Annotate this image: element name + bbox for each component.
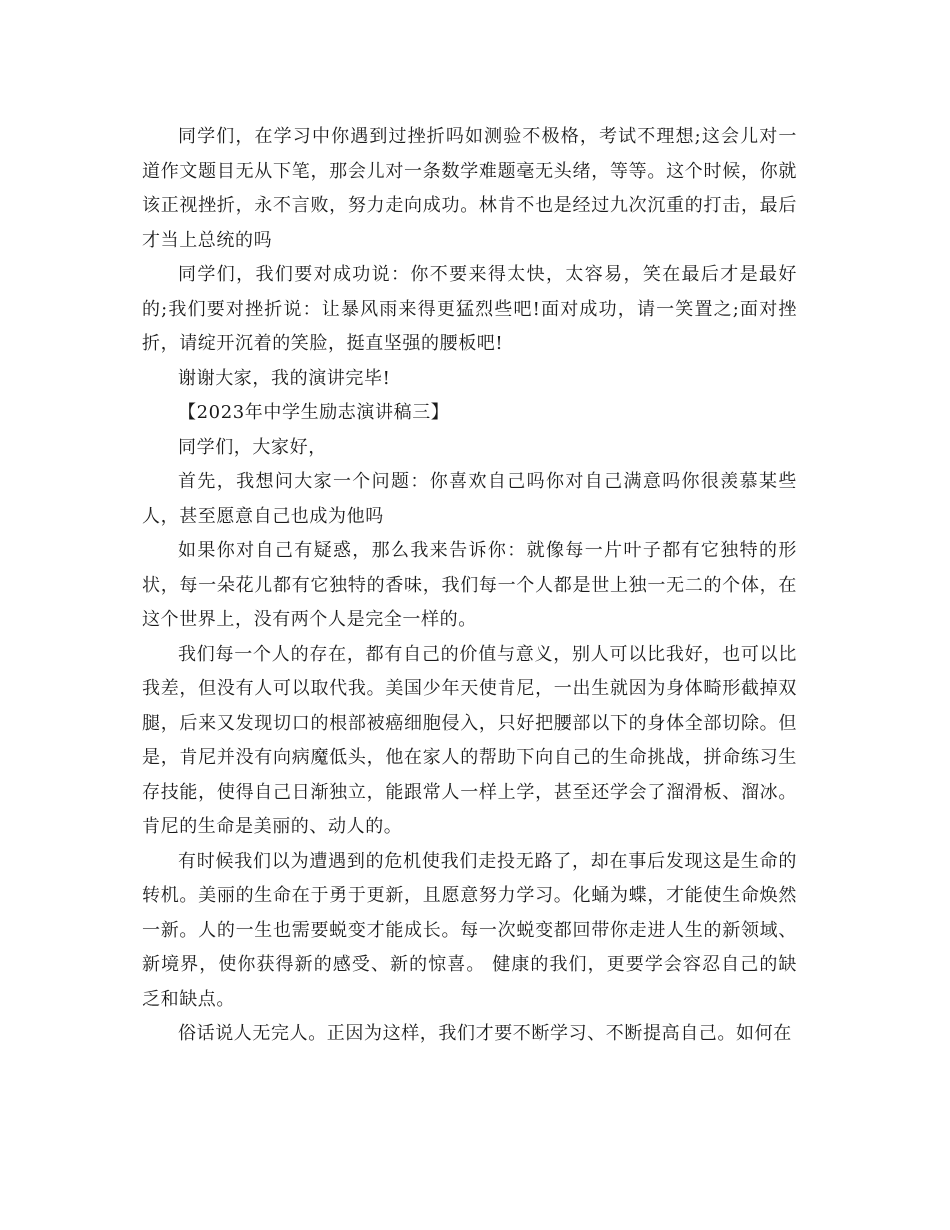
section-title: 【2023年中学生励志演讲稿三】 — [178, 402, 450, 423]
paragraph: 我们每一个人的存在，都有自己的价值与意义，别人可以比我好，也可以比我差，但没有人可以取代我。美国少年天使肯尼，一出生就因为身体畸形截掉双腿，后来又发现切口的根部被癌细胞侵入，只好把腰部以下的身体全部切除。但是，肯尼并没有向病魔低头，他在家人的帮助下向自己的生命挑战，拼命练习生存技能，使得自己日渐独立，能跟常人一样上学，甚至还学会了溜滑板、溜冰。肯尼的生命是美丽的、动人的。 — [142, 643, 797, 837]
paragraph: 俗话说人无完人。正因为这样，我们才要不断学习、不断提高自己。如何在 — [178, 1023, 792, 1044]
paragraph: 如果你对自己有疑惑，那么我来告诉你：就像每一片叶子都有它独特的形状，每一朵花儿都有它独特的香味，我们每一个人都是世上独一无二的个体，在这个世界上，没有两个人是完全一样的。 — [142, 540, 797, 630]
greeting: 同学们，大家好， — [178, 436, 327, 458]
paragraph: 谢谢大家，我的演讲完毕! — [178, 367, 391, 389]
paragraph: 同学们，我们要对成功说：你不要来得太快，太容易，笑在最后才是最好的;我们要对挫折说：让暴风雨来得更猛烈些吧!面对成功，请一笑置之;面对挫折，请绽开沉着的笑脸，挺直坚强的腰板吧! — [142, 264, 797, 354]
paragraph: 同学们，在学习中你遇到过挫折吗如测验不极格，考试不理想;这会儿对一道作文题目无从下笔，那会儿对一条数学难题毫无头绪，等等。这个时候，你就该正视挫折，永不言败，努力走向成功。林肯不也是经过九次沉重的打击，最后才当上总统的吗 — [142, 126, 797, 251]
document-body — [142, 120, 797, 1052]
paragraph: 首先，我想问大家一个问题：你喜欢自己吗你对自己满意吗你很羡慕某些人，甚至愿意自己也成为他吗 — [142, 471, 797, 527]
paragraph: 有时候我们以为遭遇到的危机使我们走投无路了，却在事后发现这是生命的转机。美丽的生命在于勇于更新，且愿意努力学习。化蛹为蝶，才能使生命焕然一新。人的一生也需要蜕变才能成长。每一次蜕变都回带你走进人生的新领域、新境界，使你获得新的感受、新的惊喜。 健康的我们，更要学会容忍自己的缺乏和缺点。 — [142, 850, 797, 1010]
